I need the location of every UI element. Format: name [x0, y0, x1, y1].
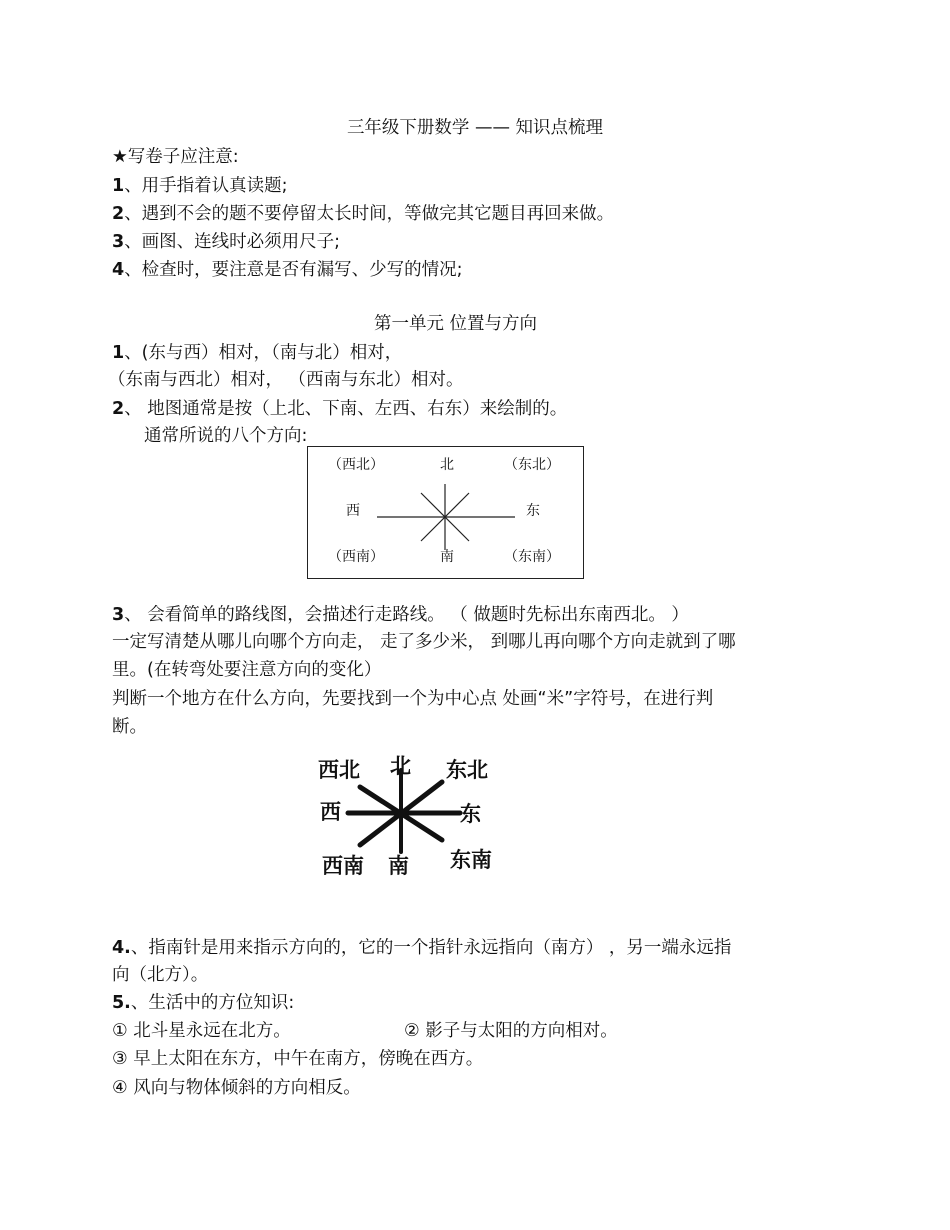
big-compass-southwest-label: 西南	[322, 853, 364, 878]
compass-northwest-label: （西北）	[328, 457, 384, 473]
compass-west-label: 西	[346, 503, 360, 519]
compass-southeast-label: （东南）	[504, 549, 560, 565]
big-compass-south-label: 南	[388, 853, 409, 878]
item-text: 、检查时，要注意是否有漏写、少写的情况;	[124, 260, 463, 280]
compass-east-label: 东	[526, 503, 540, 519]
point-text: 、指南针是用来指示方向的，它的一个指针永远指向（南方） ，另一端永远指	[130, 938, 732, 958]
big-compass-north-label: 北	[390, 753, 411, 778]
item-number: 1	[112, 176, 125, 196]
big-compass-diagram	[310, 752, 510, 882]
fact-1: ① 北斗星永远在北方。	[112, 1021, 291, 1041]
point-number: 1	[112, 343, 125, 363]
fact-4: ④ 风向与物体倾斜的方向相反。	[112, 1078, 361, 1098]
unit-heading: 第一单元 位置与方向	[374, 314, 538, 334]
notice-item-1	[112, 175, 288, 197]
point-3-line-4: 判断一个地方在什么方向，先要找到一个为中心点 处画“米”字符号，在进行判	[112, 689, 714, 709]
notice-item-4	[112, 259, 463, 281]
compass-south-label: 南	[440, 549, 454, 565]
point-text: 、 地图通常是按（上北、下南、左西、右东）来绘制的。	[124, 399, 568, 419]
point-4-line-2: 向（北方）。	[112, 965, 209, 985]
point-5-line-1	[112, 992, 294, 1014]
point-text: 、 会看简单的路线图，会描述行走路线。 （ 做题时先标出东南西北。 ）	[124, 605, 689, 625]
point-3-line-2: 一定写清楚从哪儿向哪个方向走， 走了多少米， 到哪儿再向哪个方向走就到了哪	[112, 632, 736, 652]
point-text: 、生活中的方位知识:	[130, 993, 295, 1013]
point-number: 4.	[112, 938, 131, 958]
big-compass-west-label: 西	[320, 799, 341, 824]
item-number: 3	[112, 232, 125, 252]
compass-diagram-box	[307, 446, 584, 579]
point-4-line-1	[112, 937, 731, 959]
big-compass-southeast-label: 东南	[450, 847, 492, 872]
compass-northeast-label: （东北）	[504, 457, 560, 473]
point-3-line-1	[112, 604, 689, 626]
big-compass-northeast-label: 东北	[446, 757, 488, 782]
page-title: 三年级下册数学 —— 知识点梳理	[346, 118, 604, 138]
item-text: 、用手指着认真读题;	[124, 176, 288, 196]
item-text: 、画图、连线时必须用尺子;	[124, 232, 341, 252]
point-2-line-1	[112, 398, 567, 420]
point-1-line-1	[112, 342, 402, 364]
item-number: 4	[112, 260, 125, 280]
fact-3: ③ 早上太阳在东方，中午在南方，傍晚在西方。	[112, 1049, 484, 1069]
point-1-line-2: （东南与西北）相对， （西南与东北）相对。	[108, 370, 464, 390]
fact-2: ② 影子与太阳的方向相对。	[404, 1021, 618, 1041]
point-3-line-3: 里。(在转弯处要注意方向的变化）	[112, 660, 382, 680]
item-number: 2	[112, 204, 125, 224]
big-compass-east-label: 东	[460, 801, 481, 826]
point-number: 5.	[112, 993, 131, 1013]
compass-southwest-label: （西南）	[328, 549, 384, 565]
point-number: 2	[112, 399, 125, 419]
notice-item-3	[112, 231, 340, 253]
notice-item-2	[112, 203, 614, 225]
point-number: 3	[112, 605, 125, 625]
compass-star-lines	[307, 446, 584, 579]
notice-heading: ★写卷子应注意:	[112, 147, 239, 167]
point-2-line-2: 通常所说的八个方向:	[144, 426, 308, 446]
point-3-line-5: 断。	[112, 717, 147, 737]
point-text: 、(东与西）相对，（南与北）相对，	[124, 343, 403, 363]
compass-north-label: 北	[440, 457, 454, 473]
big-compass-northwest-label: 西北	[318, 757, 360, 782]
item-text: 、遇到不会的题不要停留太长时间，等做完其它题目再回来做。	[124, 204, 615, 224]
